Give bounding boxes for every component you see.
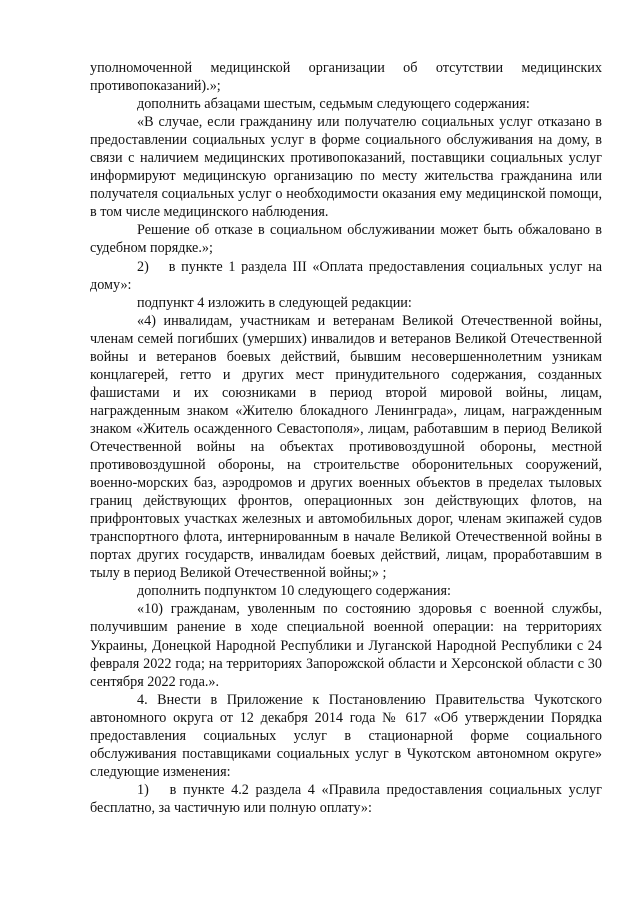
- paragraph-8: дополнить подпунктом 10 следующего содержания:: [137, 583, 451, 600]
- paragraph-4: Решение об отказе в социальном обслуживании может быть обжаловано в судебном порядке.»;: [90, 222, 602, 257]
- paragraph-5: 2) в пункте 1 раздела III «Оплата предоставления социальных услуг на дому»:: [90, 258, 602, 293]
- paragraph-2: дополнить абзацами шестым, седьмым следующего содержания:: [137, 96, 530, 113]
- paragraph-6: подпункт 4 изложить в следующей редакции:: [137, 294, 412, 311]
- paragraph-9: «10) гражданам, уволенным по состоянию здоровья с военной службы, получившим ранение в ходе специальной военной операции: на территориях Украины, Донецкой Народной Республики и Луганской Народной Республики с 24 февраля 2022 года; на территориях Запорожской области и Херсонской области с 30 сентября 2022 года.».: [90, 601, 602, 690]
- paragraph-7: «4) инвалидам, участникам и ветеранам Великой Отечественной войны, членам семей погибших (умерших) инвалидов и ветеранов Великой Отечественной войны и ветеранов боевых действий, бывшим несовершеннолетним узникам концлагерей, гетто и других мест принудительного содержания, созданных фашистами и их союзниками в период второй мировой войны, лицам, награжденным знаком «Жителю блокадного Ленинграда», лицам, награжденным знаком «Житель осажденного Севастополя», лицам, работавшим в период Великой Отечественной войны на объектах противовоздушной обороны, местной противовоздушной обороны, на строительстве оборонительных сооружений, военно-морских баз, аэродромов и других военных объектов в пределах тыловых границ действующих фронтов, операционных зон действующих флотов, на прифронтовых участках железных и автомобильных дорог, членам экипажей судов транспортного флота, интернированным в начале Великой Отечественной войны в портах других государств, инвалидам боевых действий, лицам, проработавшим в тылу в период Великой Отечественной войны;» ;: [90, 312, 602, 582]
- paragraph-11: 1) в пункте 4.2 раздела 4 «Правила предоставления социальных услуг бесплатно, за частичную или полную оплату»:: [90, 781, 602, 816]
- paragraph-1: уполномоченной медицинской организации об отсутствии медицинских противопоказаний).»;: [90, 60, 602, 95]
- document-page: [90, 59, 602, 817]
- paragraph-3: «В случае, если гражданину или получателю социальных услуг отказано в предоставлении социальных услуг в форме социального обслуживания на дому, в связи с наличием медицинских противопоказаний, поставщики социальных услуг информируют медицинскую организацию по месту жительства гражданина или получателя социальных услуг о необходимости оказания ему медицинской помощи, в том числе медицинского наблюдения.: [90, 114, 602, 221]
- paragraph-10: 4. Внести в Приложение к Постановлению Правительства Чукотского автономного округа от 12 декабря 2014 года № 617 «Об утверждении Порядка предоставления социальных услуг в стационарной форме социального обслуживания поставщиками социальных услуг в Чукотском автономном округе» следующие изменения:: [90, 691, 602, 780]
